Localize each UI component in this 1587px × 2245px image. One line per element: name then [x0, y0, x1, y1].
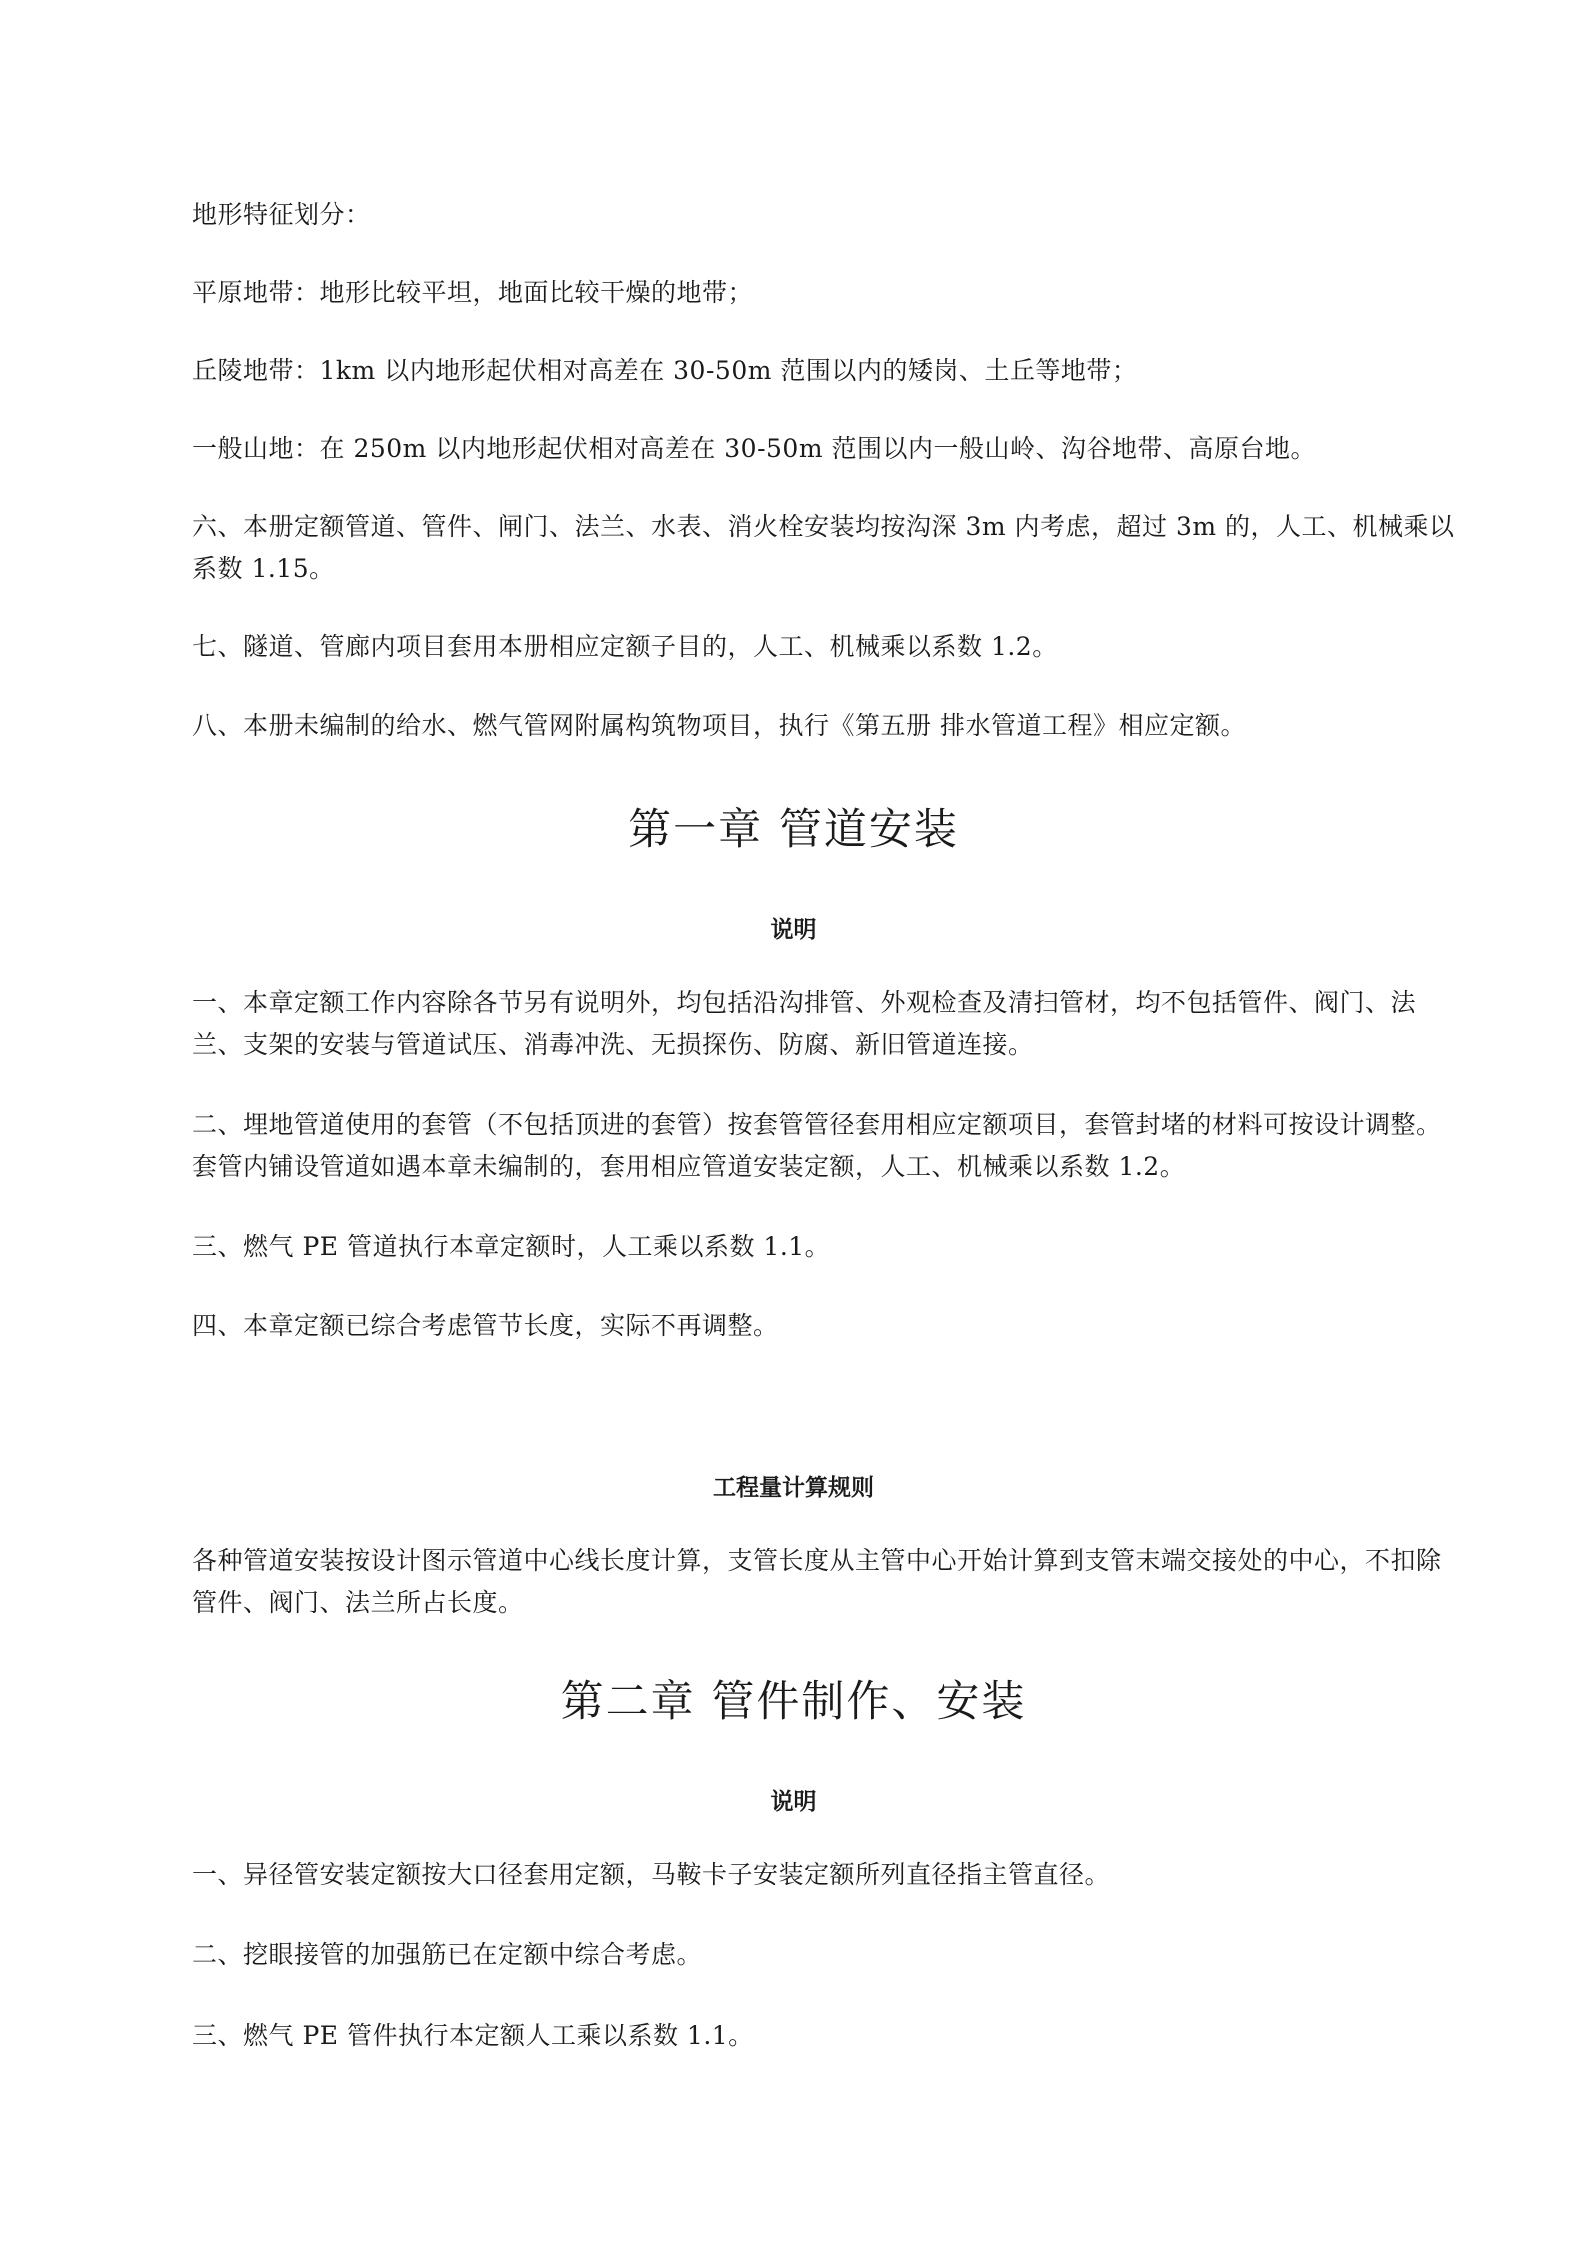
chapter-2-item-3: 三、燃气 PE 管件执行本定额人工乘以系数 1.1。 — [192, 2021, 754, 2050]
chapter-1-item-2: 二、埋地管道使用的套管（不包括顶进的套管）按套管管径套用相应定额项目，套管封堵的材料可按设计调整。套管内铺设管道如遇本章未编制的，套用相应管道安装定额，人工、机械乘以系数 1.2。 — [192, 1110, 1442, 1181]
terrain-plain: 平原地带：地形比较平坦，地面比较干燥的地带； — [192, 278, 754, 307]
chapter-2-item-2: 二、挖眼接管的加强筋已在定额中综合考虑。 — [192, 1940, 703, 1969]
terrain-heading: 地形特征划分： — [192, 200, 371, 229]
chapter-1-item-3: 三、燃气 PE 管道执行本章定额时，人工乘以系数 1.1。 — [192, 1232, 831, 1261]
chapter-1-rules-text: 各种管道安装按设计图示管道中心线长度计算，支管长度从主管中心开始计算到支管末端交接处的中心，不扣除管件、阀门、法兰所占长度。 — [192, 1546, 1442, 1617]
chapter-2-title: 第二章 管件制作、安装 — [560, 1677, 1027, 1727]
intro-item-6: 六、本册定额管道、管件、闸门、法兰、水表、消火栓安装均按沟深 3m 内考虑，超过 3m 的，人工、机械乘以系数 1.15。 — [192, 512, 1455, 583]
terrain-mountain: 一般山地：在 250m 以内地形起伏相对高差在 30-50m 范围以内一般山岭、沟谷地带、高原台地。 — [192, 434, 1316, 463]
chapter-1-rules-heading: 工程量计算规则 — [713, 1475, 874, 1501]
chapter-2-item-1: 一、异径管安装定额按大口径套用定额，马鞍卡子安装定额所列直径指主管直径。 — [192, 1860, 1111, 1889]
chapter-1-item-1: 一、本章定额工作内容除各节另有说明外，均包括沿沟排管、外观检查及清扫管材，均不包括管件、阀门、法兰、支架的安装与管道试压、消毒冲洗、无损探伤、防腐、新旧管道连接。 — [192, 988, 1417, 1059]
chapter-1-item-4: 四、本章定额已综合考虑管节长度，实际不再调整。 — [192, 1311, 779, 1340]
chapter-1-explain-heading: 说明 — [770, 917, 817, 943]
intro-item-7: 七、隧道、管廊内项目套用本册相应定额子目的，人工、机械乘以系数 1.2。 — [192, 632, 1058, 661]
intro-item-8: 八、本册未编制的给水、燃气管网附属构筑物项目，执行《第五册 排水管道工程》相应定额。 — [192, 711, 1246, 740]
terrain-hills: 丘陵地带：1km 以内地形起伏相对高差在 30-50m 范围以内的矮岗、土丘等地带； — [192, 356, 1138, 385]
chapter-1-title: 第一章 管道安装 — [628, 805, 959, 855]
chapter-2-explain-heading: 说明 — [770, 1789, 817, 1815]
